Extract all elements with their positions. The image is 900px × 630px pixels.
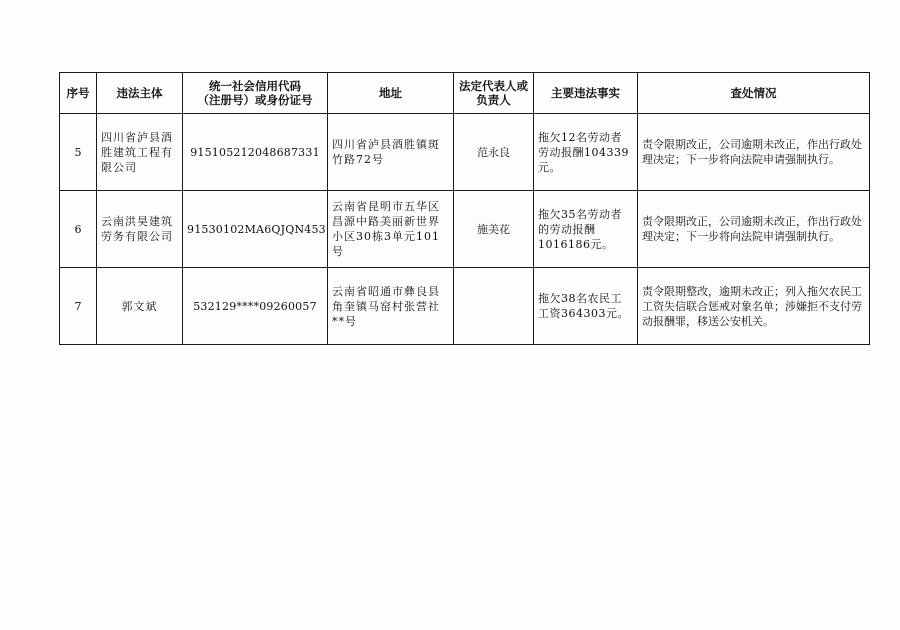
cell-handling: 责令限期改正，公司逾期未改正，作出行政处理决定；下一步将向法院申请强制执行。: [638, 191, 870, 268]
table-row: [60, 268, 870, 345]
header-code-line1: 统一社会信用代码: [209, 79, 301, 93]
cell-seq: 7: [60, 268, 97, 345]
cell-address: 四川省泸县酒胜镇斑竹路72号: [328, 114, 454, 191]
header-row: [60, 73, 870, 114]
cell-handling: 责令限期整改，逾期未改正；列入拖欠农民工工资失信联合惩戒对象名单；涉嫌拒不支付劳动报酬罪，移送公安机关。: [638, 268, 870, 345]
header-code: [183, 73, 328, 114]
header-rep: [454, 73, 534, 114]
header-seq: 序号: [60, 73, 97, 114]
cell-address: 云南省昭通市彝良县角奎镇马窑村张营社**号: [328, 268, 454, 345]
header-address: 地址: [328, 73, 454, 114]
cell-code: 91510521204868733​1: [183, 114, 328, 191]
cell-representative: 施美花: [454, 191, 534, 268]
cell-representative: 范永良: [454, 114, 534, 191]
cell-entity: 四川省泸县酒胜建筑工程有限公司: [97, 114, 183, 191]
cell-entity: 郭文斌: [97, 268, 183, 345]
cell-entity: 云南洪昊建筑劳务有限公司: [97, 191, 183, 268]
cell-representative: [454, 268, 534, 345]
header-rep-line2: 负责人: [476, 93, 511, 107]
cell-code: 532129****09260057: [183, 268, 328, 345]
cell-seq: 5: [60, 114, 97, 191]
violations-table: [59, 72, 870, 345]
cell-facts: 拖欠12名劳动者劳动报酬104339元。: [534, 114, 638, 191]
cell-facts: 拖欠38名农民工工资364303元。: [534, 268, 638, 345]
cell-seq: 6: [60, 191, 97, 268]
cell-facts: 拖欠35名劳动者的劳动报酬1016186元。: [534, 191, 638, 268]
cell-handling: 责令限期改正，公司逾期未改正，作出行政处理决定；下一步将向法院申请强制执行。: [638, 114, 870, 191]
header-facts: 主要违法事实: [534, 73, 638, 114]
header-rep-line1: 法定代表人或: [459, 79, 528, 93]
table-row: [60, 191, 870, 268]
cell-address: 云南省昆明市五华区昌源中路美丽新世界小区30栋3单元101号: [328, 191, 454, 268]
header-handling: 查处情况: [638, 73, 870, 114]
header-code-line2: （注册号）或身份证号: [197, 93, 313, 107]
header-entity: 违法主体: [97, 73, 183, 114]
table-row: [60, 114, 870, 191]
cell-code: 91530102MA6QJQN453: [183, 191, 328, 268]
